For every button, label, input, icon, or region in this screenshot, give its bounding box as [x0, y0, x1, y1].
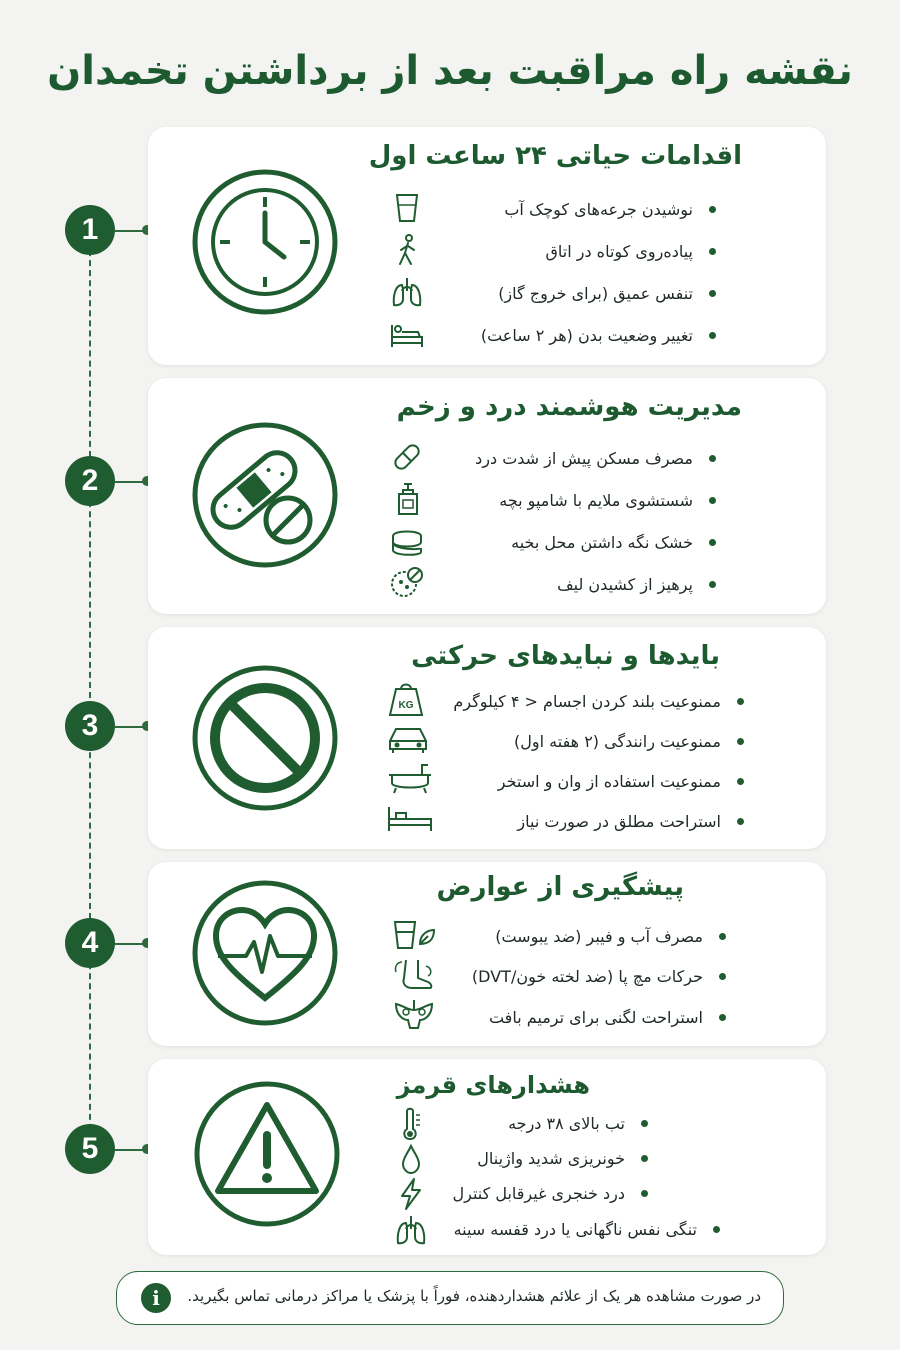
emergency-note-text: در صورت مشاهده هر یک از علائم هشداردهنده، فوراً با پزشک یا مراکز درمانی تماس بگیرید. [187, 1287, 761, 1305]
step-1-badge: 1 [65, 205, 115, 255]
pelvis-icon [392, 998, 436, 1032]
step-2-card [148, 378, 826, 614]
list-item: خونریزی شدید واژینال [374, 1138, 648, 1178]
list-item: ممنوعیت رانندگی (۲ هفته اول) [376, 721, 744, 761]
step-5-badge: 5 [65, 1124, 115, 1174]
list-item: استراحت مطلق در صورت نیاز [376, 801, 744, 841]
list-item: حرکات مچ پا (ضد لخته خون/DVT) [376, 956, 726, 996]
car-icon [386, 721, 430, 755]
lightning-icon [394, 1177, 428, 1211]
bullet [737, 778, 744, 785]
step-4-title: پیشگیری از عوارض [436, 872, 684, 902]
bullet [709, 290, 716, 297]
bullet [709, 497, 716, 504]
svg-text:KG: KG [398, 700, 414, 711]
bullet [737, 738, 744, 745]
list-item: درد خنجری غیرقابل کنترل [374, 1173, 648, 1213]
step-4-card [148, 862, 826, 1046]
list-item: ممنوعیت استفاده از وان و استخر [376, 761, 744, 801]
bullet [709, 206, 716, 213]
prohibited-icon [192, 665, 338, 811]
bullet [719, 1014, 726, 1021]
weight-kg-icon [386, 681, 426, 715]
list-item: ممنوعیت بلند کردن اجسام < ۴ کیلوگرم [376, 681, 744, 721]
list-item: مصرف مسکن پیش از شدت درد [380, 438, 716, 478]
bed-person-icon [390, 317, 424, 351]
emergency-note [116, 1271, 784, 1325]
warning-triangle-icon [194, 1081, 340, 1227]
timeline-line [89, 230, 91, 1150]
step-1-title: اقدامات حیاتی ۲۴ ساعت اول [368, 141, 742, 171]
list-item: تغییر وضعیت بدن (هر ۲ ساعت) [380, 315, 716, 355]
thermometer-icon [394, 1107, 428, 1141]
step-1-card [148, 127, 826, 365]
list-item: شستشوی ملایم با شامپو بچه [380, 480, 716, 520]
bullet [641, 1155, 648, 1162]
bullet [641, 1120, 648, 1127]
no-sponge-icon [390, 566, 424, 600]
list-item: تب بالای ۳۸ درجه [374, 1103, 648, 1143]
bullet [641, 1190, 648, 1197]
step-2-title: مدیریت هوشمند درد و زخم [396, 392, 742, 422]
list-item: پیاده‌روی کوتاه در اتاق [380, 231, 716, 271]
list-item: استراحت لگنی برای ترمیم بافت [376, 997, 726, 1037]
list-item: تنفس عمیق (برای خروج گاز) [380, 273, 716, 313]
bullet [737, 698, 744, 705]
bullet [719, 973, 726, 980]
bullet [713, 1226, 720, 1233]
walking-person-icon [390, 233, 424, 267]
list-item: خشک نگه داشتن محل بخیه [380, 522, 716, 562]
bullet [737, 818, 744, 825]
towel-icon [390, 524, 424, 558]
step-3-title: بایدها و نبایدهای حرکتی [411, 641, 720, 671]
list-item: پرهیز از کشیدن لیف [380, 564, 716, 604]
bullet [709, 581, 716, 588]
bullet [709, 455, 716, 462]
bullet [719, 933, 726, 940]
bed-icon [386, 801, 434, 835]
lungs-icon [394, 1213, 428, 1247]
list-item: مصرف آب و فیبر (ضد یبوست) [376, 916, 726, 956]
lungs-icon [390, 275, 424, 309]
capsule-icon [390, 440, 424, 474]
step-3-badge: 3 [65, 701, 115, 751]
bullet [709, 539, 716, 546]
bullet [709, 248, 716, 255]
glass-leaf-icon [392, 918, 436, 952]
heart-pulse-icon [192, 880, 338, 1026]
step-5-card [148, 1059, 826, 1255]
info-icon: i [141, 1283, 171, 1313]
bandage-pill-icon [192, 422, 338, 568]
list-item: نوشیدن جرعه‌های کوچک آب [380, 189, 716, 229]
bathtub-icon [386, 761, 434, 795]
step-5-title: هشدارهای قرمز [396, 1071, 590, 1099]
clock-icon [192, 169, 338, 315]
step-4-badge: 4 [65, 918, 115, 968]
drop-icon [394, 1142, 428, 1176]
page-title: نقشه راه مراقبت بعد از برداشتن تخمدان [47, 48, 853, 94]
ankle-foot-icon [392, 958, 436, 992]
bullet [709, 332, 716, 339]
list-item: تنگی نفس ناگهانی یا درد قفسه سینه [374, 1209, 720, 1249]
step-2-badge: 2 [65, 456, 115, 506]
water-glass-icon [390, 191, 424, 225]
step-3-card [148, 627, 826, 849]
soap-bottle-icon [390, 482, 424, 516]
